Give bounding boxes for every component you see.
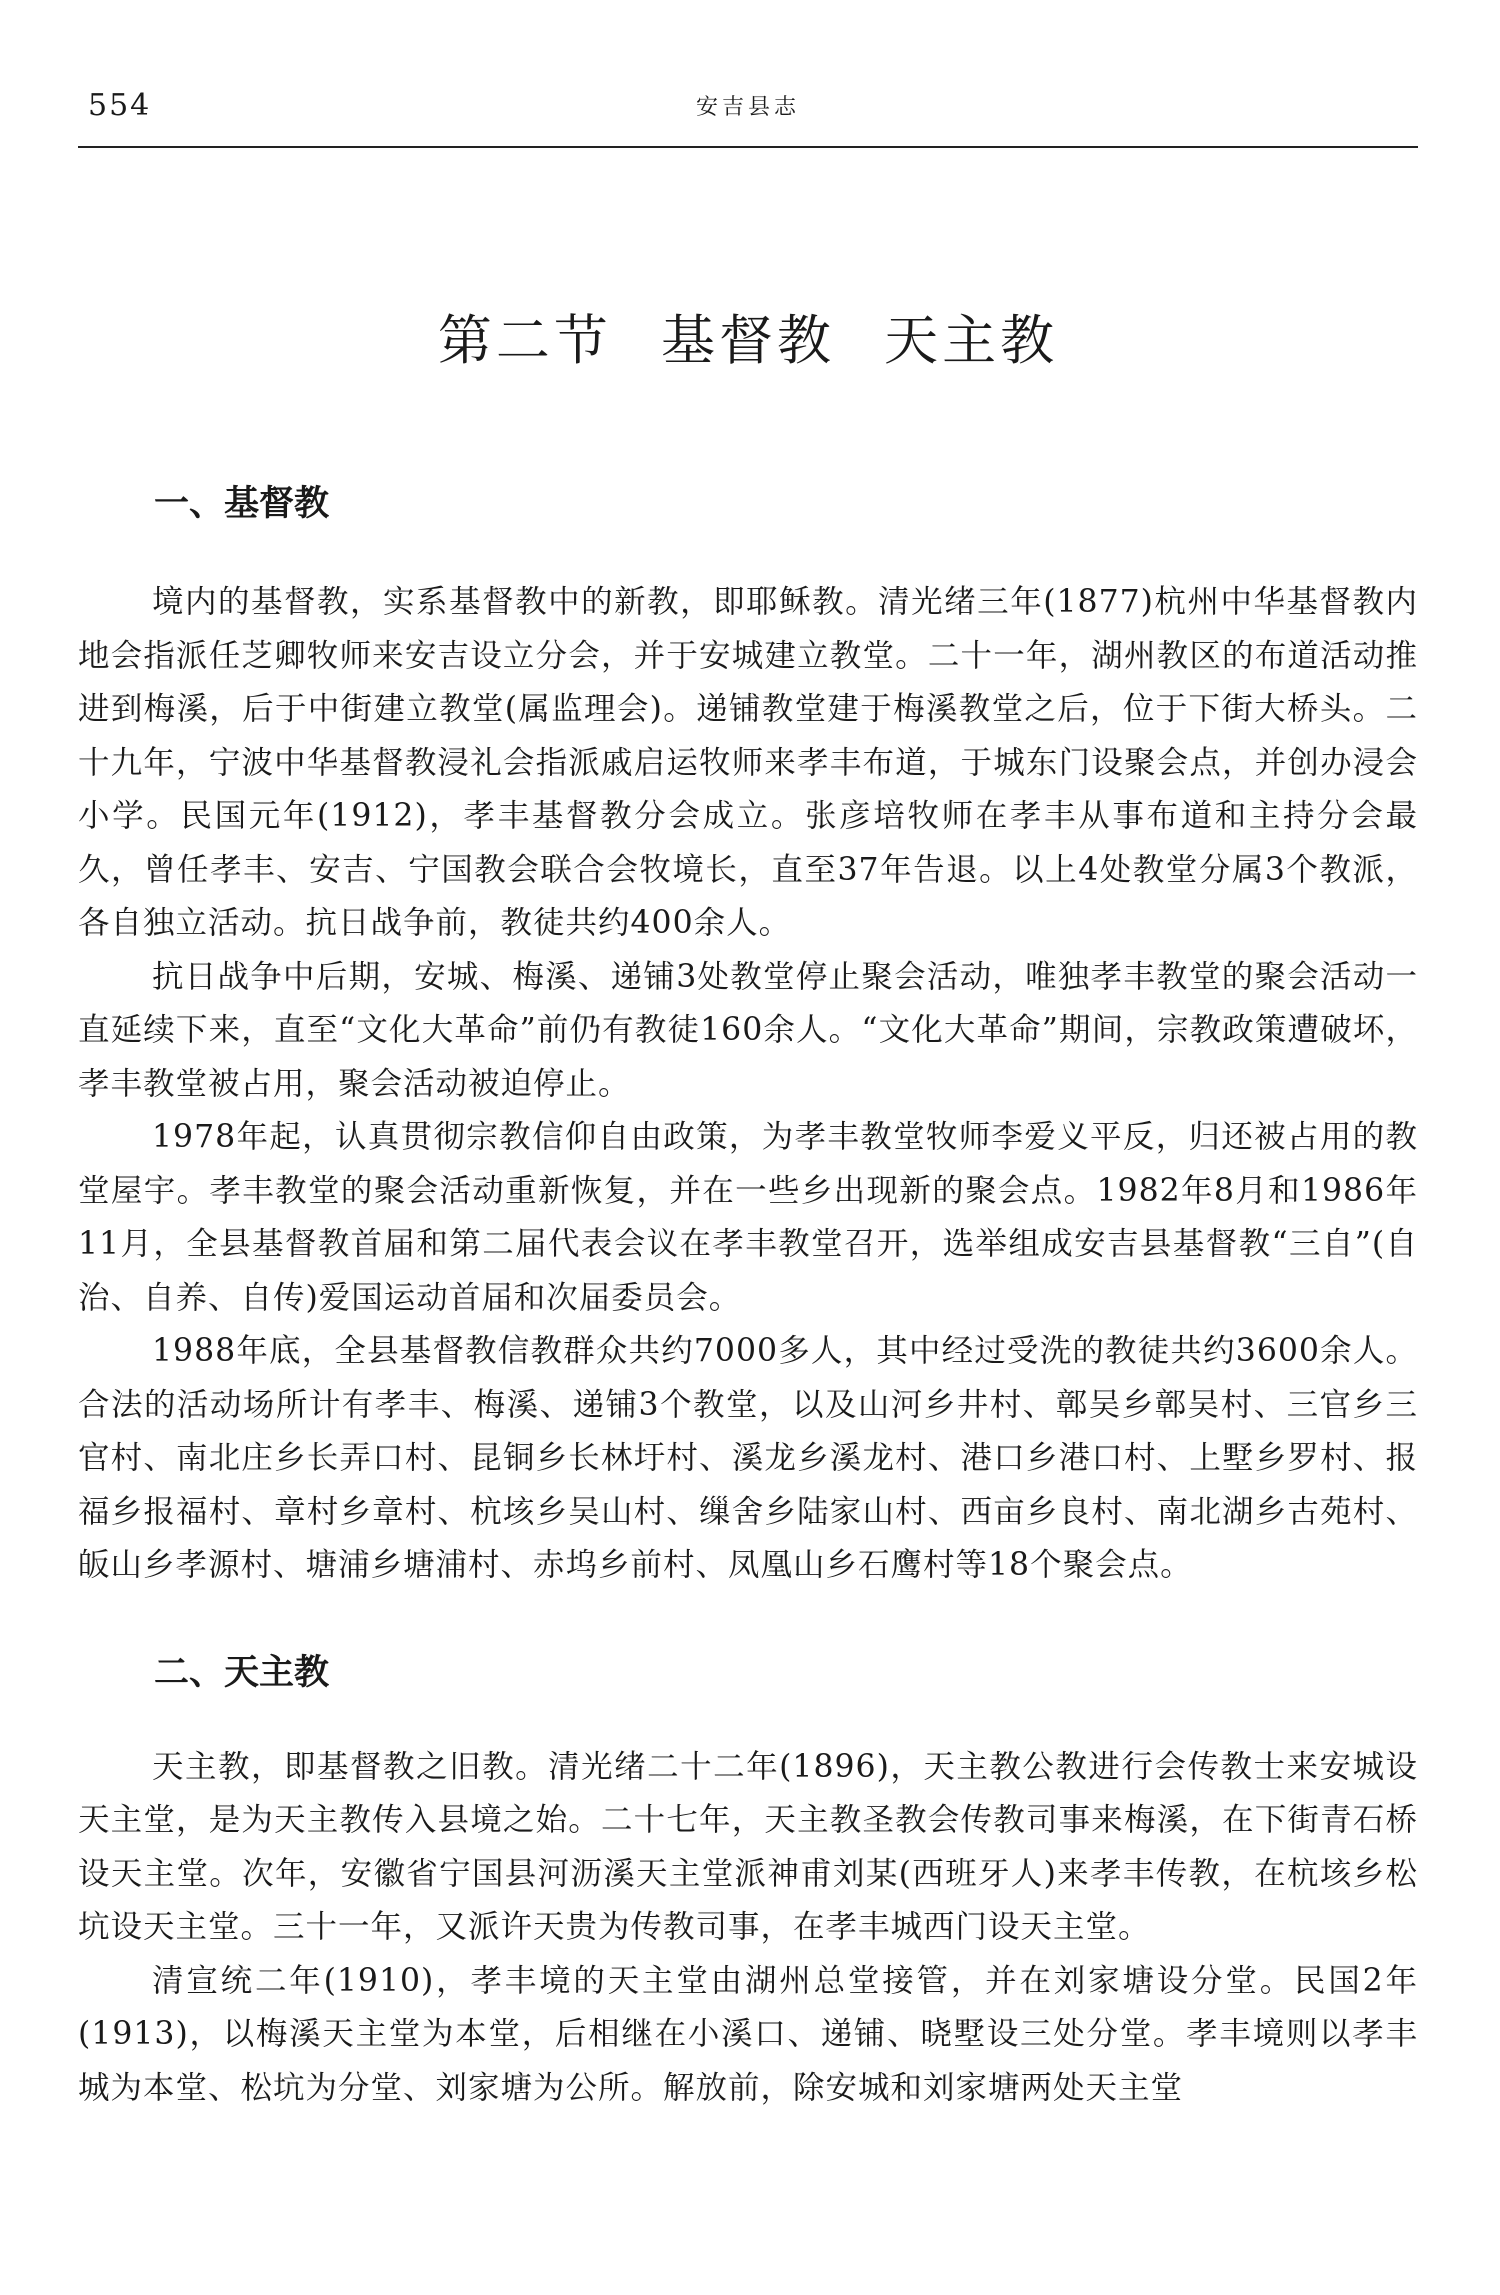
section-topic-catholic: 天主教 [884, 309, 1059, 372]
running-header [78, 88, 1418, 148]
paragraph: 抗日战争中后期，安城、梅溪、递铺3处教堂停止聚会活动，唯独孝丰教堂的聚会活动一直延续下来，直至“文化大革命”前仍有教徒160余人。“文化大革命”期间，宗教政策遭破坏，孝丰教堂被占用，聚会活动被迫停止。 [78, 958, 1418, 1102]
paragraph: 天主教，即基督教之旧教。清光绪二十二年(1896)，天主教公教进行会传教士来安城设天主堂，是为天主教传入县境之始。二十七年，天主教圣教会传教司事来梅溪，在下街青石桥设天主堂。次年，安徽省宁国县河沥溪天主堂派神甫刘某(西班牙人)来孝丰传教，在杭垓乡松坑设天主堂。三十一年，又派许天贵为传教司事，在孝丰城西门设天主堂。 [78, 1748, 1418, 1945]
subheading-catholic: 二、天主教 [154, 1652, 330, 1693]
book-title: 安吉县志 [695, 95, 800, 120]
catholic-body [78, 1741, 1418, 2116]
paragraph: 1988年底，全县基督教信教群众共约7000多人，其中经过受洗的教徒共约3600余人。合法的活动场所计有孝丰、梅溪、递铺3个教堂，以及山河乡井村、鄣吴乡鄣吴村、三官乡三官村、南北庄乡长弄口村、昆铜乡长林圩村、溪龙乡溪龙村、港口乡港口村、上墅乡罗村、报福乡报福村、章村乡章村、杭垓乡吴山村、缫舍乡陆家山村、西亩乡良村、南北湖乡古苑村、皈山乡孝源村、塘浦乡塘浦村、赤坞乡前村、凤凰山乡石鹰村等18个聚会点。 [78, 1333, 1418, 1583]
section-topic-protestant: 基督教 [661, 309, 835, 372]
protestant-body [78, 576, 1418, 1593]
paragraph: 境内的基督教，实系基督教中的新教，即耶稣教。清光绪三年(1877)杭州中华基督教内地会指派任芝卿牧师来安吉设立分会，并于安城建立教堂。二十一年，湖州教区的布道活动推进到梅溪，后于中街建立教堂(属监理会)。递铺教堂建于梅溪教堂之后，位于下街大桥头。二十九年，宁波中华基督教浸礼会指派戚启运牧师来孝丰布道，于城东门设聚会点，并创办浸会小学。民国元年(1912)，孝丰基督教分会成立。张彦培牧师在孝丰从事布道和主持分会最久，曾任孝丰、安吉、宁国教会联合会牧境长，直至37年告退。以上4处教堂分属3个教派，各自独立活动。抗日战争前，教徒共约400余人。 [78, 584, 1418, 941]
page-number: 554 [88, 88, 152, 123]
header-rule [78, 146, 1418, 148]
section-number: 第二节 [437, 309, 612, 372]
subheading-protestant: 一、基督教 [154, 484, 330, 524]
paragraph: 1978年起，认真贯彻宗教信仰自由政策，为孝丰教堂牧师李爱义平反，归还被占用的教堂屋宇。孝丰教堂的聚会活动重新恢复，并在一些乡出现新的聚会点。1982年8月和1986年11月，全县基督教首届和第二届代表会议在孝丰教堂召开，选举组成安吉县基督教“三自”(自治、自养、自传)爱国运动首届和次届委员会。 [78, 1119, 1418, 1316]
paragraph: 清宣统二年(1910)，孝丰境的天主堂由湖州总堂接管，并在刘家塘设分堂。民国2年(1913)，以梅溪天主堂为本堂，后相继在小溪口、递铺、晓墅设三处分堂。孝丰境则以孝丰城为本堂、松坑为分堂、刘家塘为公所。解放前，除安城和刘家塘两处天主堂 [78, 1962, 1418, 2106]
book-page [78, 88, 1418, 2115]
section-title [78, 298, 1418, 388]
